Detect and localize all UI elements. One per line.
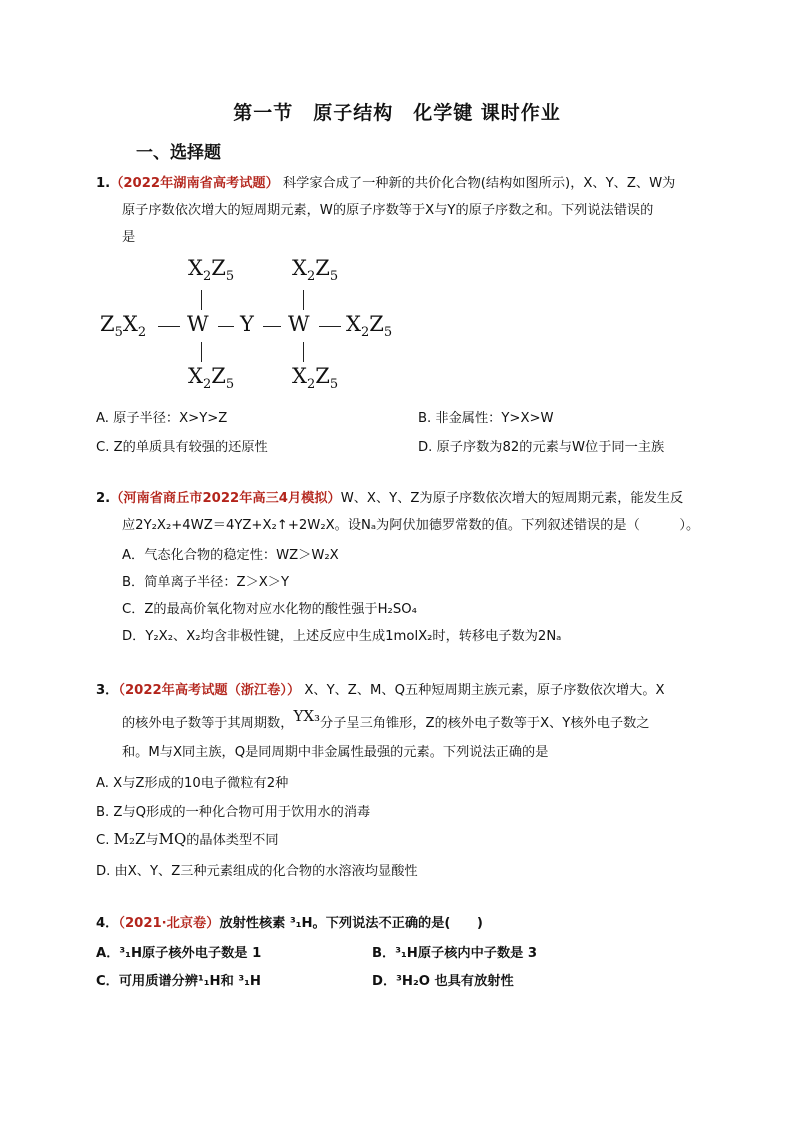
question-1-line-1 bbox=[96, 174, 675, 194]
terminal-group-left: $Z_5X_2$ bbox=[100, 312, 147, 341]
question-text: X、Y、Z、M、Q五种短周期主族元素，原子序数依次增大。X bbox=[304, 683, 665, 698]
atom-y: Y bbox=[240, 312, 254, 336]
bond-horizontal bbox=[218, 326, 234, 327]
option-a: A. 原子半径：X>Y>Z bbox=[96, 411, 228, 426]
formula: M₂Z bbox=[113, 830, 146, 848]
question-source: （2022年高考试题（浙江卷）） bbox=[118, 683, 301, 698]
option-c: C. Z的单质具有较强的还原性 bbox=[96, 440, 268, 455]
atom-w-right: W bbox=[288, 312, 310, 336]
question-text: 分子呈三角锥形，Z的核外电子数等于X、Y核外电子数之 bbox=[320, 716, 650, 731]
option-b: B．³₁H原子核内中子数是 3 bbox=[372, 946, 538, 961]
question-text: 放射性核素 ³₁H。下列说法不正确的是( ) bbox=[219, 916, 483, 931]
question-text: 科学家合成了一种新的共价化合物(结构如图所示)，X、Y、Z、W为 bbox=[282, 176, 676, 191]
terminal-group-right: $X_2Z_5$ bbox=[346, 312, 393, 341]
substituent-top-right: $X_2Z_5$ bbox=[292, 256, 339, 285]
question-3-line-2 bbox=[122, 707, 650, 734]
option-label: C. bbox=[96, 833, 110, 848]
question-number: 4． bbox=[96, 916, 119, 931]
option-a: A．气态化合物的稳定性：WZ＞W₂X bbox=[122, 548, 339, 563]
formula: MQ bbox=[158, 830, 187, 848]
question-number: 1. bbox=[96, 176, 111, 191]
section-heading: 一、选择题 bbox=[136, 143, 221, 163]
option-c: C．可用质谱分辨¹₁H和 ³₁H bbox=[96, 974, 261, 989]
option-c bbox=[96, 829, 279, 848]
option-text: 的晶体类型不同 bbox=[186, 833, 279, 848]
question-2-line-2: 应2Y₂X₂+4WZ＝4YZ+X₂↑+2W₂X。设Nₐ为阿伏加德罗常数的值。下列叙述错误的是（ ）。 bbox=[122, 518, 700, 533]
question-number: 2. bbox=[96, 491, 111, 506]
bond-vertical bbox=[303, 290, 304, 310]
substituent-top-left: $X_2Z_5$ bbox=[188, 256, 235, 285]
option-b: B. Z与Q形成的一种化合物可用于饮用水的消毒 bbox=[96, 805, 371, 820]
bond-vertical bbox=[201, 290, 202, 310]
question-source: （2021·北京卷） bbox=[118, 916, 220, 931]
option-c: C．Z的最高价氧化物对应水化物的酸性强于H₂SO₄ bbox=[122, 602, 417, 617]
page-title: 第一节 原子结构 化学键 课时作业 bbox=[233, 102, 561, 124]
option-b: B. 非金属性：Y>X>W bbox=[418, 411, 554, 426]
question-text: W、X、Y、Z为原子序数依次增大的短周期元素，能发生反 bbox=[340, 491, 684, 506]
option-b: B．简单离子半径：Z＞X＞Y bbox=[122, 575, 290, 590]
option-a: A．³₁H原子核外电子数是 1 bbox=[96, 946, 262, 961]
question-source: （2022年湖南省高考试题） bbox=[110, 176, 279, 191]
question-number: 3． bbox=[96, 683, 119, 698]
question-3-line-1 bbox=[96, 681, 665, 701]
option-a: A. X与Z形成的10电子微粒有2种 bbox=[96, 776, 289, 791]
option-d: D．³H₂O 也具有放射性 bbox=[372, 974, 514, 989]
option-text: 与 bbox=[145, 833, 159, 848]
bond-horizontal bbox=[158, 326, 180, 327]
bond-vertical bbox=[303, 342, 304, 362]
question-2-line-1 bbox=[96, 489, 683, 509]
bond-horizontal bbox=[319, 326, 341, 327]
question-source: （河南省商丘市2022年高三4月模拟） bbox=[110, 491, 341, 506]
question-1-line-3: 是 bbox=[122, 230, 136, 245]
formula: YX₃ bbox=[293, 707, 321, 725]
bond-vertical bbox=[201, 342, 202, 362]
question-text: 的核外电子数等于其周期数， bbox=[122, 716, 294, 731]
molecular-structure-diagram bbox=[96, 256, 416, 396]
bond-horizontal bbox=[263, 326, 281, 327]
atom-w-left: W bbox=[187, 312, 209, 336]
substituent-bottom-right: $X_2Z_5$ bbox=[292, 364, 339, 393]
option-d: D．Y₂X₂、X₂均含非极性键，上述反应中生成1molX₂时，转移电子数为2Nₐ bbox=[122, 629, 562, 644]
option-d: D. 由X、Y、Z三种元素组成的化合物的水溶液均显酸性 bbox=[96, 864, 418, 879]
substituent-bottom-left: $X_2Z_5$ bbox=[188, 364, 235, 393]
question-3-line-3: 和。M与X同主族，Q是同周期中非金属性最强的元素。下列说法正确的是 bbox=[122, 745, 549, 760]
option-d: D. 原子序数为82的元素与W位于同一主族 bbox=[418, 440, 665, 455]
question-4-line-1 bbox=[96, 914, 483, 934]
question-1-line-2: 原子序数依次增大的短周期元素，W的原子序数等于X与Y的原子序数之和。下列说法错误的 bbox=[122, 203, 654, 218]
